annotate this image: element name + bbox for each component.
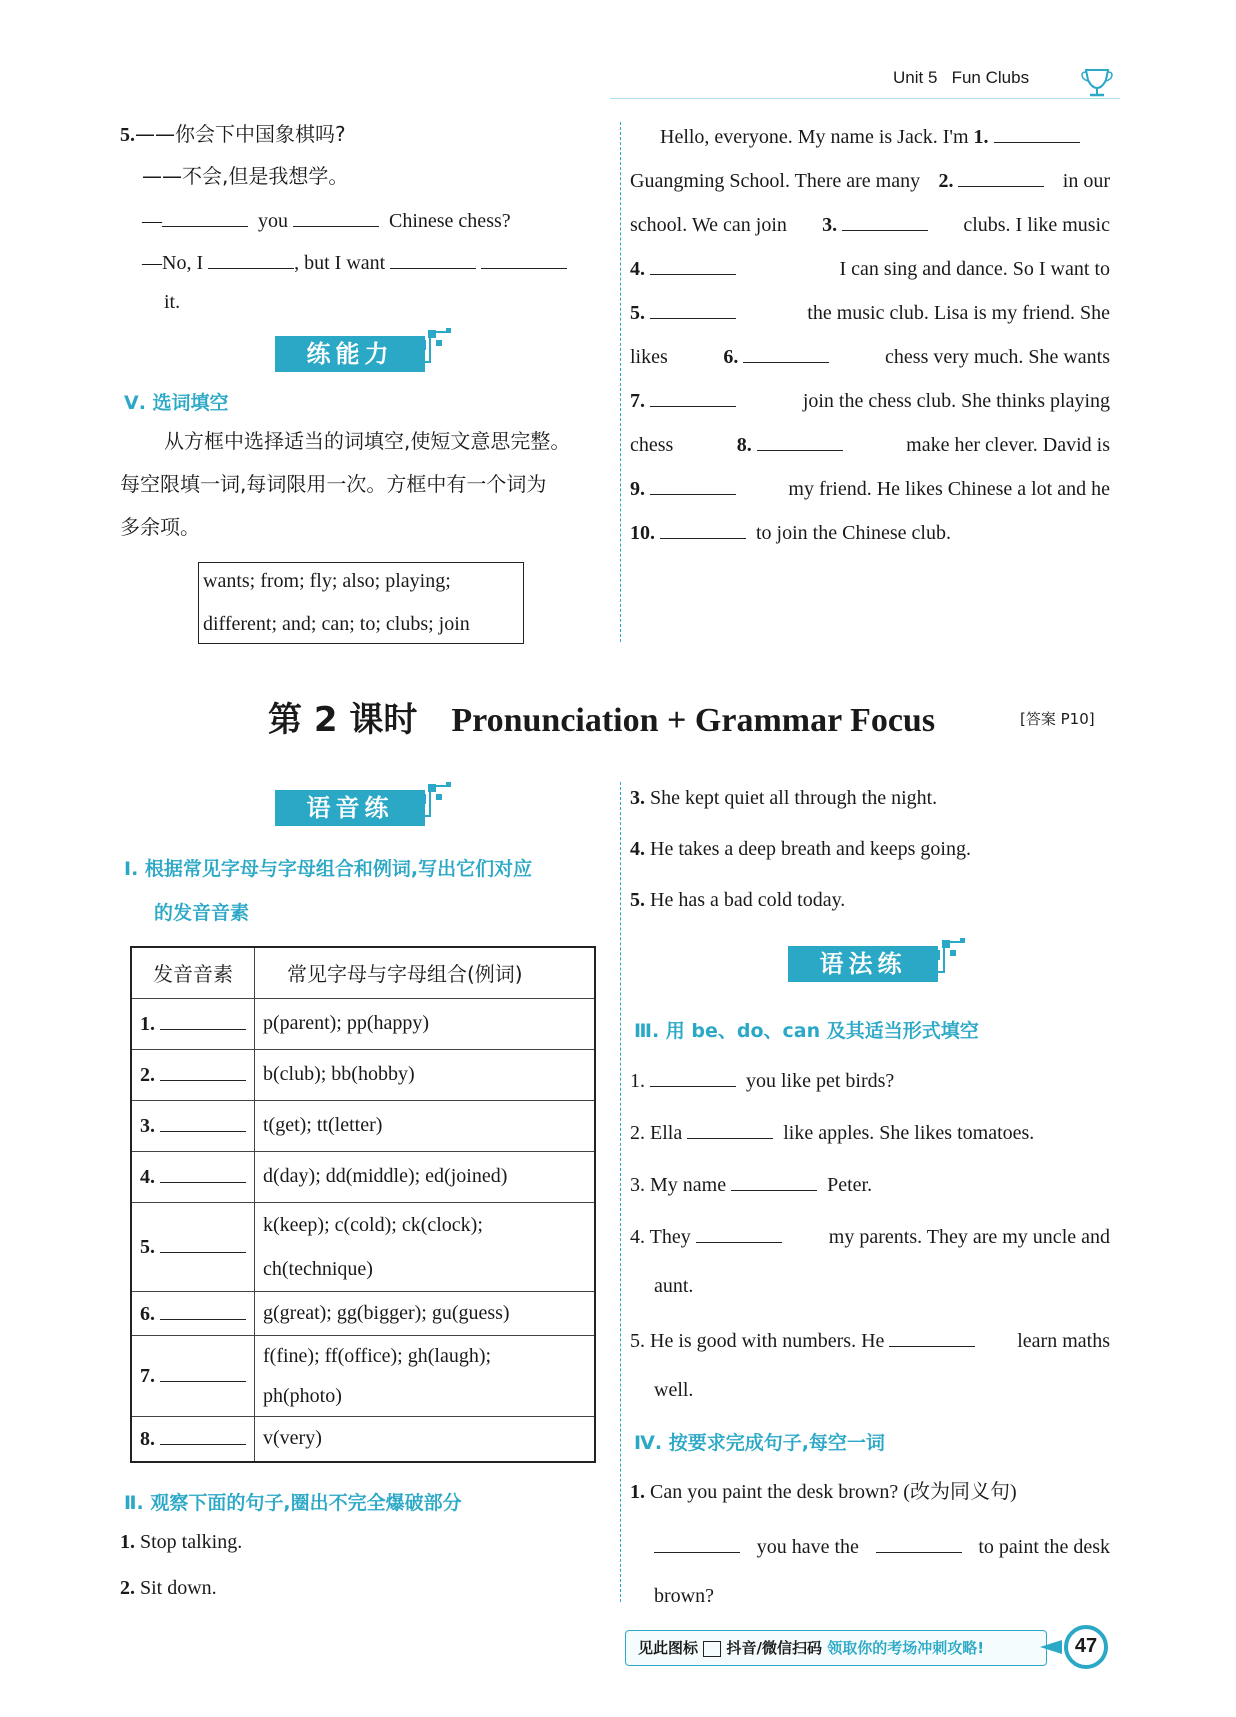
- blank[interactable]: [650, 256, 736, 275]
- blank[interactable]: [654, 1534, 740, 1553]
- blank[interactable]: [687, 1120, 773, 1139]
- passage-line-10: 10. to join the Chinese club.: [630, 522, 951, 544]
- sec4-a1: you have the to paint the desk: [654, 1534, 1110, 1557]
- table-cell: d(day); dd(middle); ed(joined): [255, 1151, 596, 1202]
- table-cell: g(great); gg(bigger); gu(guess): [255, 1291, 596, 1335]
- table-row: [131, 1335, 595, 1416]
- blank[interactable]: [162, 208, 248, 227]
- sec4-q1: 1. Can you paint the desk brown? (改为同义句): [630, 1481, 1017, 1503]
- passage-line-2: Guangming School. There are many 2. in our: [630, 170, 1110, 192]
- sec5-instr3: 多余项。: [120, 515, 200, 539]
- table-row: [131, 1291, 595, 1335]
- passage-line-8: chess 8. make her clever. David is: [630, 434, 1110, 456]
- table-cell: k(keep); c(cold); ck(clock); ch(technique): [255, 1202, 596, 1291]
- footer-text: 见此图标 抖音/微信扫码 领取你的考场冲刺攻略!: [638, 1639, 985, 1657]
- q5-it: it.: [164, 291, 181, 313]
- table-cell: 8.: [131, 1416, 255, 1462]
- blank[interactable]: [842, 212, 928, 231]
- table-header: 发音音素: [131, 947, 255, 998]
- passage-line-1: Hello, everyone. My name is Jack. I'm 1.: [630, 124, 1110, 147]
- blank[interactable]: [160, 1234, 246, 1253]
- section-i-title: Ⅰ. 根据常见字母与字母组合和例词,写出它们对应: [124, 858, 533, 880]
- blank[interactable]: [160, 1363, 246, 1382]
- qr-icon: [703, 1641, 721, 1657]
- blank[interactable]: [160, 1301, 246, 1320]
- blank[interactable]: [160, 1062, 246, 1081]
- sec5-instr1: 从方框中选择适当的词填空,使短文意思完整。: [164, 429, 571, 453]
- column-divider: [620, 782, 621, 1602]
- blank[interactable]: [160, 1426, 246, 1445]
- table-cell: v(very): [255, 1416, 596, 1462]
- blank[interactable]: [757, 432, 843, 451]
- table-header: 常见字母与字母组合(例词): [255, 947, 596, 998]
- passage-line-6: likes 6. chess very much. She wants: [630, 346, 1110, 368]
- table-cell: f(fine); ff(office); gh(laugh); ph(photo): [255, 1335, 596, 1416]
- passage-line-4: 4. I can sing and dance. So I want to: [630, 258, 1110, 280]
- blank[interactable]: [208, 250, 294, 269]
- section-ii-title: Ⅱ. 观察下面的句子,圈出不完全爆破部分: [124, 1492, 462, 1514]
- blank[interactable]: [876, 1534, 962, 1553]
- blank[interactable]: [660, 520, 746, 539]
- page-number: 47: [1074, 1635, 1098, 1657]
- table-cell: t(get); tt(letter): [255, 1100, 596, 1151]
- table-row: [131, 1416, 595, 1462]
- table-row: [131, 1151, 595, 1202]
- word-box: [198, 562, 524, 644]
- sec3-item-5: 5. He is good with numbers. He learn maths: [630, 1330, 1110, 1352]
- trophy-icon: [1080, 66, 1114, 100]
- phoneme-table: [130, 946, 596, 1463]
- table-cell: 3.: [131, 1100, 255, 1151]
- q5-en1: — you Chinese chess?: [142, 210, 511, 232]
- unit-label: Unit 5 Fun Clubs: [893, 68, 1030, 87]
- blank[interactable]: [160, 1011, 246, 1030]
- sec5-instr2: 每空限填一词,每词限用一次。方框中有一个词为: [120, 472, 547, 496]
- sec2-item: 4. He takes a deep breath and keeps going.: [630, 838, 971, 860]
- q5-en2: —No, I , but I want: [142, 250, 602, 273]
- table-row: [131, 1100, 595, 1151]
- blank[interactable]: [293, 208, 379, 227]
- blank[interactable]: [160, 1164, 246, 1183]
- sec2-item: 5. He has a bad cold today.: [630, 889, 846, 911]
- table-cell: 5.: [131, 1202, 255, 1291]
- table-cell: 6.: [131, 1291, 255, 1335]
- badge-grammar: 语法练: [788, 946, 938, 982]
- sec3-item-5-cont: well.: [654, 1379, 694, 1401]
- table-cell: 4.: [131, 1151, 255, 1202]
- sec4-a1-cont: brown?: [654, 1585, 714, 1607]
- table-row: [131, 1202, 595, 1291]
- table-cell: 7.: [131, 1335, 255, 1416]
- sec2-item: 2. Sit down.: [120, 1577, 217, 1599]
- table-cell: b(club); bb(hobby): [255, 1049, 596, 1100]
- blank[interactable]: [650, 300, 736, 319]
- sec3-item-4: 4. They my parents. They are my uncle and: [630, 1226, 1110, 1248]
- blank[interactable]: [650, 388, 736, 407]
- blank[interactable]: [743, 344, 829, 363]
- q5-cn1: 5.——你会下中国象棋吗?: [120, 122, 346, 146]
- table-cell: 1.: [131, 998, 255, 1049]
- word-box-line: wants; from; fly; also; playing;: [203, 570, 451, 592]
- sec3-item-4-cont: aunt.: [654, 1275, 694, 1297]
- sec3-item-3: 3. My name Peter.: [630, 1174, 873, 1196]
- word-box-line: different; and; can; to; clubs; join: [203, 613, 470, 635]
- q5-cn2: ——不会,但是我想学。: [142, 164, 349, 188]
- table-header-row: [131, 947, 595, 998]
- sec3-item-1: 1. you like pet birds?: [630, 1070, 895, 1092]
- sec2-item: 1. Stop talking.: [120, 1531, 243, 1553]
- lesson-title: 第 2 课时 Pronunciation + Grammar Focus: [268, 700, 936, 740]
- badge-pronunciation: 语音练: [275, 790, 425, 826]
- badge-practice-ability: 练能力: [275, 336, 425, 372]
- blank[interactable]: [731, 1172, 817, 1191]
- blank[interactable]: [650, 476, 736, 495]
- sec3-item-2: 2. Ella like apples. She likes tomatoes.: [630, 1122, 1035, 1144]
- section-iii-title: Ⅲ. 用 be、do、can 及其适当形式填空: [634, 1020, 979, 1042]
- table-cell: p(parent); pp(happy): [255, 998, 596, 1049]
- passage-line-7: 7. join the chess club. She thinks playing: [630, 390, 1110, 412]
- section-i-title-cont: 的发音音素: [154, 902, 250, 924]
- column-divider: [620, 122, 621, 642]
- blank[interactable]: [481, 250, 567, 269]
- answer-ref: [答案 P10]: [1020, 710, 1095, 728]
- passage-line-3: school. We can join 3. clubs. I like music: [630, 214, 1110, 236]
- blank[interactable]: [390, 250, 476, 269]
- table-row: [131, 998, 595, 1049]
- passage-line-9: 9. my friend. He likes Chinese a lot and he: [630, 478, 1110, 500]
- blank[interactable]: [889, 1328, 975, 1347]
- pixel-deco-icon: [408, 780, 454, 820]
- sec2-item: 3. She kept quiet all through the night.: [630, 787, 938, 809]
- blank[interactable]: [160, 1113, 246, 1132]
- section-v-title: Ⅴ. 选词填空: [124, 392, 229, 414]
- passage-line-5: 5. the music club. Lisa is my friend. She: [630, 302, 1110, 324]
- pixel-deco-icon: [922, 936, 968, 976]
- section-iv-title: Ⅳ. 按要求完成句子,每空一词: [634, 1432, 885, 1454]
- pixel-deco-icon: [408, 326, 454, 366]
- table-row: [131, 1049, 595, 1100]
- blank[interactable]: [696, 1224, 782, 1243]
- blank[interactable]: [994, 124, 1080, 143]
- table-cell: 2.: [131, 1049, 255, 1100]
- blank[interactable]: [650, 1068, 736, 1087]
- header-rule: [610, 98, 1120, 99]
- blank[interactable]: [958, 168, 1044, 187]
